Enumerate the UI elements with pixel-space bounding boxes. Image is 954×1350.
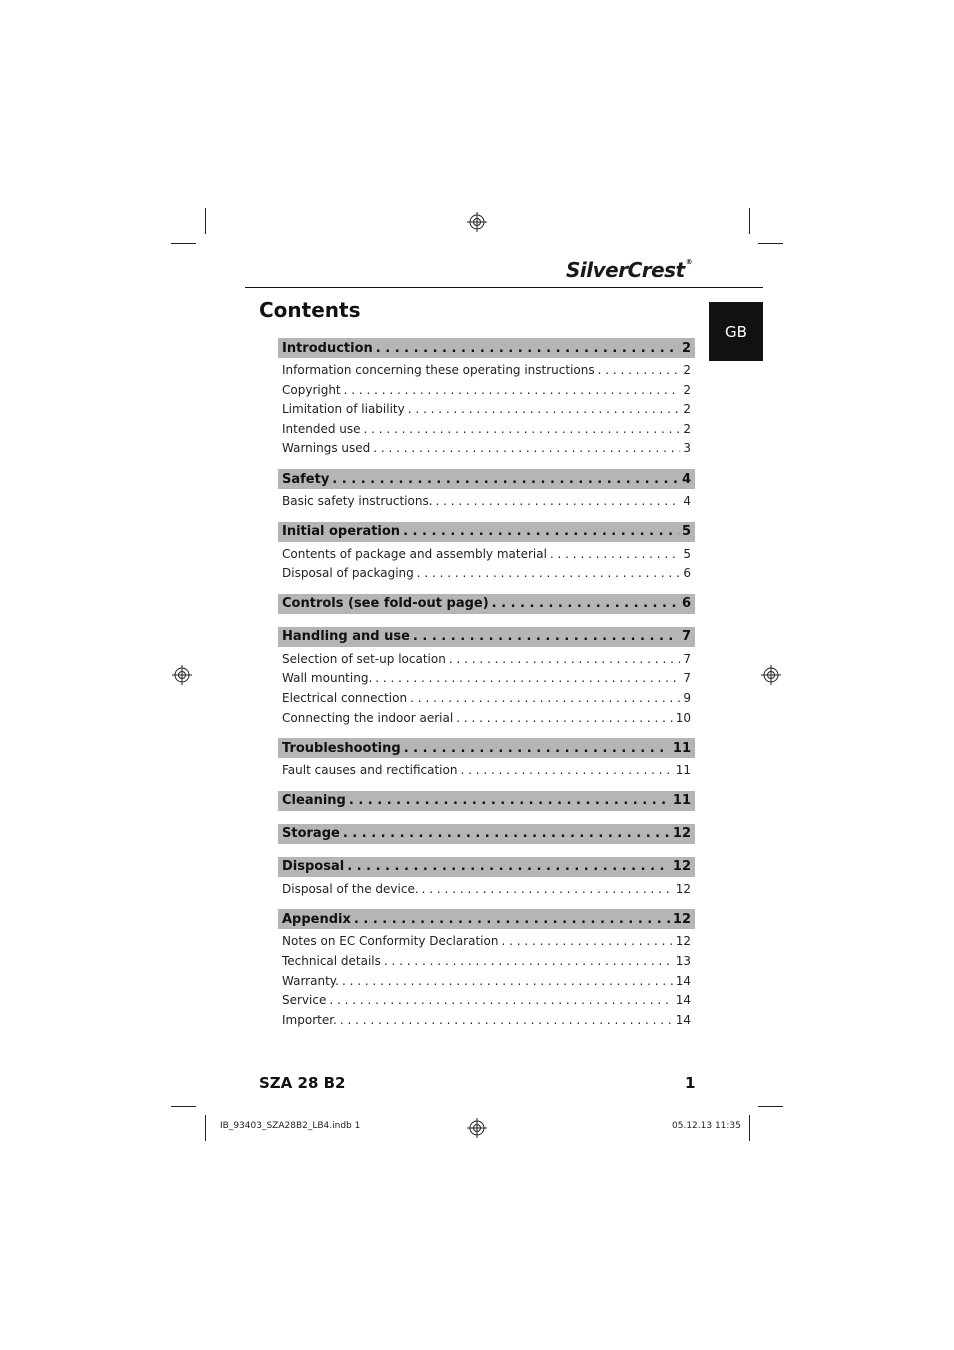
toc-leader [342, 974, 673, 988]
toc-entry[interactable] [278, 492, 695, 510]
toc-entry[interactable] [278, 689, 695, 707]
toc-entry-page: 7 [683, 651, 691, 666]
toc-leader [375, 671, 680, 685]
toc-section-title: Storage [282, 826, 340, 842]
toc-entry-page: 2 [683, 421, 691, 436]
crop-mark [758, 1106, 783, 1107]
toc-leader [343, 826, 670, 841]
toc-section-title: Disposal [282, 859, 345, 875]
toc-section-heading[interactable] [278, 594, 695, 614]
toc-entry-page: 12 [675, 881, 691, 896]
toc-entry-page: 9 [683, 691, 691, 705]
print-slug-file: IB_93403_SZA28B2_LB4.indb 1 [220, 1121, 361, 1131]
toc-entry-page: 3 [683, 441, 691, 456]
toc-entry-page: 14 [675, 1012, 691, 1027]
toc-entry-page: 13 [675, 954, 691, 968]
toc-section-heading[interactable] [278, 469, 695, 489]
header-rule [245, 287, 763, 288]
toc-entry[interactable] [278, 709, 695, 727]
toc-section-title: Troubleshooting [282, 740, 401, 756]
toc-leader [373, 441, 680, 455]
toc-entry-title: Basic safety instructions. [282, 494, 433, 508]
toc-section-page: 7 [681, 629, 691, 645]
toc-leader [364, 422, 681, 436]
print-slug-date: 05.12.13 11:35 [672, 1121, 741, 1131]
toc-leader [404, 741, 670, 756]
toc-section-page: 5 [681, 524, 691, 540]
toc-entry-title: Notes on EC Conformity Declaration [282, 934, 499, 949]
toc-entry[interactable] [278, 545, 695, 563]
toc-entry-page: 7 [683, 671, 691, 686]
toc-entry[interactable] [278, 420, 695, 438]
toc-section-heading[interactable] [278, 338, 695, 358]
crop-mark [171, 1106, 196, 1107]
toc-section-page: 11 [672, 740, 691, 756]
toc-entry[interactable] [278, 880, 695, 898]
toc-leader [410, 691, 680, 705]
toc-leader [501, 934, 672, 948]
toc-entry-title: Limitation of liability [282, 402, 405, 417]
toc-entry-title: Warranty. [282, 973, 339, 988]
toc-section-heading[interactable] [278, 824, 695, 844]
toc-entry-title: Service [282, 993, 327, 1008]
toc-leader [422, 882, 673, 896]
crop-mark [205, 208, 206, 234]
toc-entry-title: Contents of package and assembly material [282, 546, 547, 561]
toc-leader [449, 652, 681, 666]
toc-section-page: 11 [672, 793, 691, 809]
toc-entry[interactable] [278, 400, 695, 418]
toc-leader [598, 363, 681, 377]
toc-leader [349, 793, 670, 808]
toc-entry-page: 4 [683, 494, 691, 508]
toc-entry-title: Wall mounting. [282, 671, 373, 686]
toc-leader [492, 596, 679, 611]
crop-mark [171, 243, 196, 244]
toc-leader [408, 402, 681, 416]
toc-entry-page: 6 [683, 566, 691, 581]
toc-section-title: Safety [282, 471, 330, 487]
toc-entry-title: Disposal of the device. [282, 881, 419, 896]
toc-section-title: Appendix [282, 911, 351, 927]
toc-section-heading[interactable] [278, 738, 695, 758]
toc-entry-title: Fault causes and rectification [282, 763, 458, 778]
toc-entry[interactable] [278, 669, 695, 687]
toc-section-title: Handling and use [282, 629, 410, 645]
toc-entry[interactable] [278, 361, 695, 379]
toc-entry[interactable] [278, 650, 695, 668]
toc-entry[interactable] [278, 439, 695, 457]
crop-mark [758, 243, 783, 244]
toc-leader [550, 547, 680, 561]
language-tab: GB [709, 302, 763, 361]
page-number: 1 [685, 1074, 696, 1092]
toc-entry[interactable] [278, 972, 695, 990]
crop-mark [749, 1115, 750, 1141]
toc-entry-title: Technical details [282, 954, 381, 968]
toc-leader [347, 859, 670, 874]
toc-section-title: Introduction [282, 340, 373, 356]
toc-leader [384, 954, 673, 968]
toc-entry-title: Information concerning these operating instructions [282, 363, 595, 377]
toc-leader [340, 1013, 673, 1027]
toc-entry[interactable] [278, 932, 695, 950]
toc-leader [460, 763, 672, 777]
toc-entry-title: Connecting the indoor aerial [282, 710, 454, 725]
toc-entry[interactable] [278, 564, 695, 582]
model-number: SZA 28 B2 [259, 1074, 346, 1092]
registration-mark-icon [172, 665, 192, 685]
toc-leader [376, 341, 679, 356]
brand-logo: SilverCrest® [566, 258, 693, 282]
toc-entry-page: 10 [675, 710, 691, 725]
toc-section-heading[interactable] [278, 522, 695, 542]
toc-section-heading[interactable] [278, 791, 695, 811]
toc-leader [344, 383, 681, 397]
crop-mark [749, 208, 750, 234]
toc-entry[interactable] [278, 761, 695, 779]
toc-entry-title: Disposal of packaging [282, 566, 414, 581]
toc-entry-title: Warnings used [282, 441, 371, 456]
toc-section-heading[interactable] [278, 857, 695, 877]
toc-section-page: 2 [681, 340, 691, 356]
toc-entry-page: 14 [675, 993, 691, 1008]
page-title: Contents [259, 298, 361, 322]
toc-entry[interactable] [278, 952, 695, 970]
toc-entry-title: Electrical connection [282, 691, 408, 705]
toc-section-title: Controls (see fold-out page) [282, 596, 489, 612]
crop-mark [205, 1115, 206, 1141]
toc-entry-page: 11 [675, 763, 691, 778]
toc-section-title: Cleaning [282, 793, 346, 809]
toc-section-title: Initial operation [282, 524, 401, 540]
toc-leader [354, 912, 670, 927]
toc-entry-title: Intended use [282, 421, 361, 436]
toc-section-page: 4 [681, 471, 691, 487]
toc-section-page: 12 [672, 859, 691, 875]
toc-entry-page: 12 [675, 934, 691, 949]
toc-leader [417, 566, 681, 580]
toc-section-page: 6 [681, 596, 691, 612]
toc-entry-page: 14 [675, 973, 691, 988]
toc-entry-title: Importer. [282, 1012, 337, 1027]
toc-entry-page: 2 [683, 363, 691, 377]
toc-leader [413, 629, 679, 644]
toc-leader [436, 494, 681, 508]
toc-entry-title: Copyright [282, 382, 341, 397]
toc-entry-page: 5 [683, 546, 691, 561]
toc-leader [456, 711, 673, 725]
toc-entry-page: 2 [683, 382, 691, 397]
toc-leader [329, 993, 672, 1007]
registration-mark-icon [467, 212, 487, 232]
toc-leader [332, 472, 679, 487]
toc-entry[interactable] [278, 381, 695, 399]
toc-entry[interactable] [278, 1011, 695, 1029]
toc-section-heading[interactable] [278, 627, 695, 647]
registration-mark-icon [761, 665, 781, 685]
registration-mark-icon [467, 1118, 487, 1138]
toc-entry[interactable] [278, 991, 695, 1009]
toc-entry-title: Selection of set-up location [282, 651, 446, 666]
toc-section-page: 12 [672, 826, 691, 842]
toc-section-heading[interactable] [278, 909, 695, 929]
toc-section-page: 12 [672, 911, 691, 927]
toc-leader [403, 524, 679, 539]
toc-entry-page: 2 [683, 402, 691, 417]
